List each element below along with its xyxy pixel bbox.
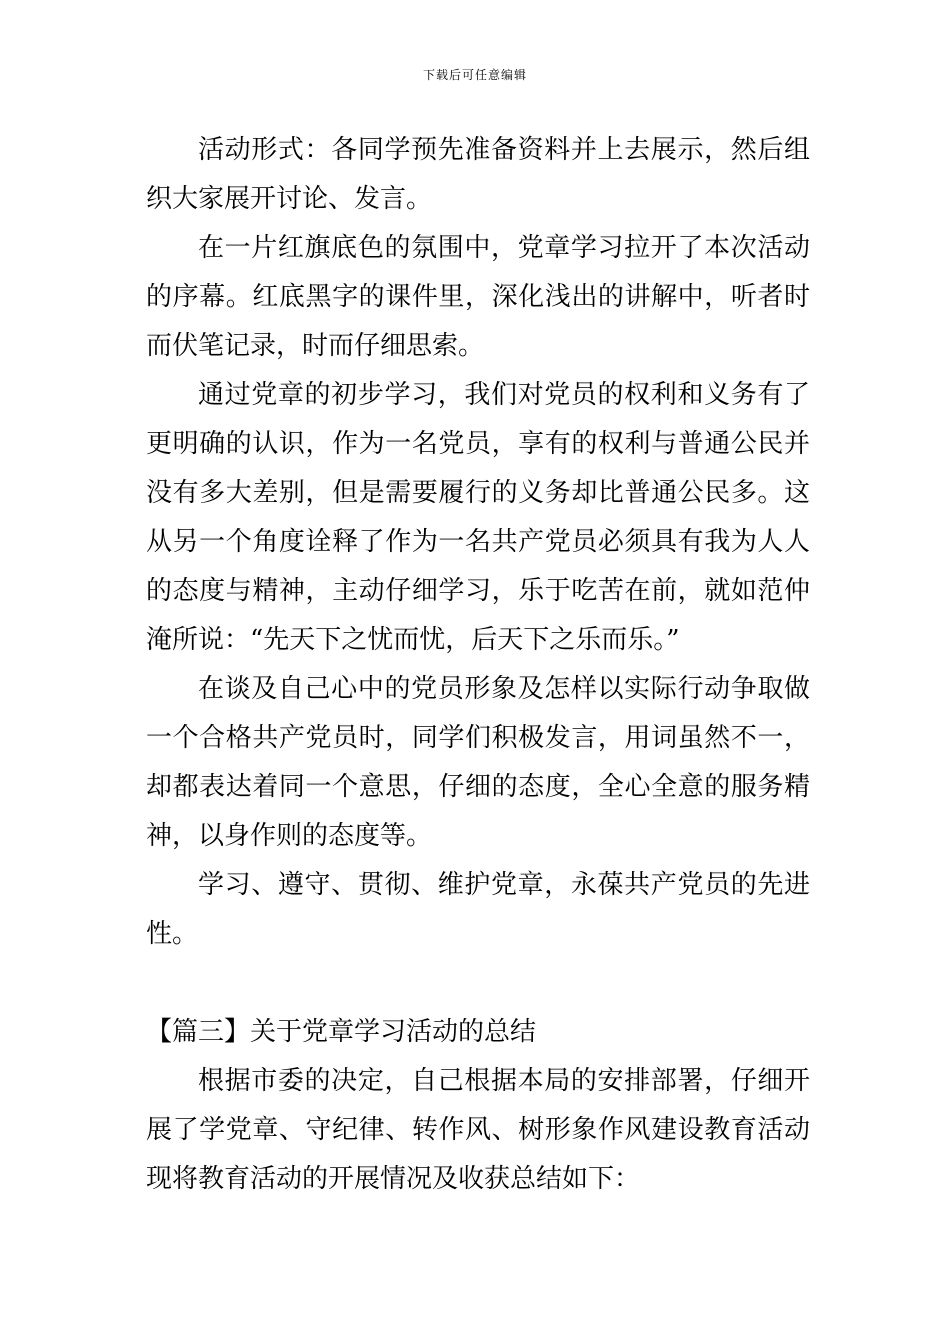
section-title: 【篇三】关于党章学习活动的总结	[146, 1017, 537, 1047]
paragraph-opening: 在一片红旗底色的氛围中，党章学习拉开了本次活动的序幕。红底黑字的课件里，深化浅出的讲解中，听者时而伏笔记录，时而仔细思索。	[146, 233, 810, 361]
document-body	[146, 126, 810, 1204]
section-paragraph: 根据市委的决定，自己根据本局的安排部署，仔细开展了学党章、守纪律、转作风、树形象作风建设教育活动现将教育活动的开展情况及收获总结如下：	[146, 1066, 810, 1194]
page-header-note: 下载后可任意编辑	[422, 68, 527, 82]
paragraph-member-image: 在谈及自己心中的党员形象及怎样以实际行动争取做一个合格共产党员时，同学们积极发言，用词虽然不一，却都表达着同一个意思，仔细的态度，全心全意的服务精神，以身作则的态度等。	[146, 674, 810, 851]
section-spacer	[146, 959, 810, 1008]
paragraph-activity-format: 活动形式：各同学预先准备资料并上去展示，然后组织大家展开讨论、发言。	[146, 135, 810, 214]
paragraph-conclusion: 学习、遵守、贯彻、维护党章，永葆共产党员的先进性。	[146, 870, 810, 949]
paragraph-rights-duties: 通过党章的初步学习，我们对党员的权利和义务有了更明确的认识，作为一名党员，享有的权利与普通公民并没有多大差别，但是需要履行的义务却比普通公民多。这从另一个角度诠释了作为一名共产党员必须具有我为人人的态度与精神，主动仔细学习，乐于吃苦在前，就如范仲淹所说：“先天下之忧而忧，后天下之乐而乐。”	[146, 380, 810, 655]
